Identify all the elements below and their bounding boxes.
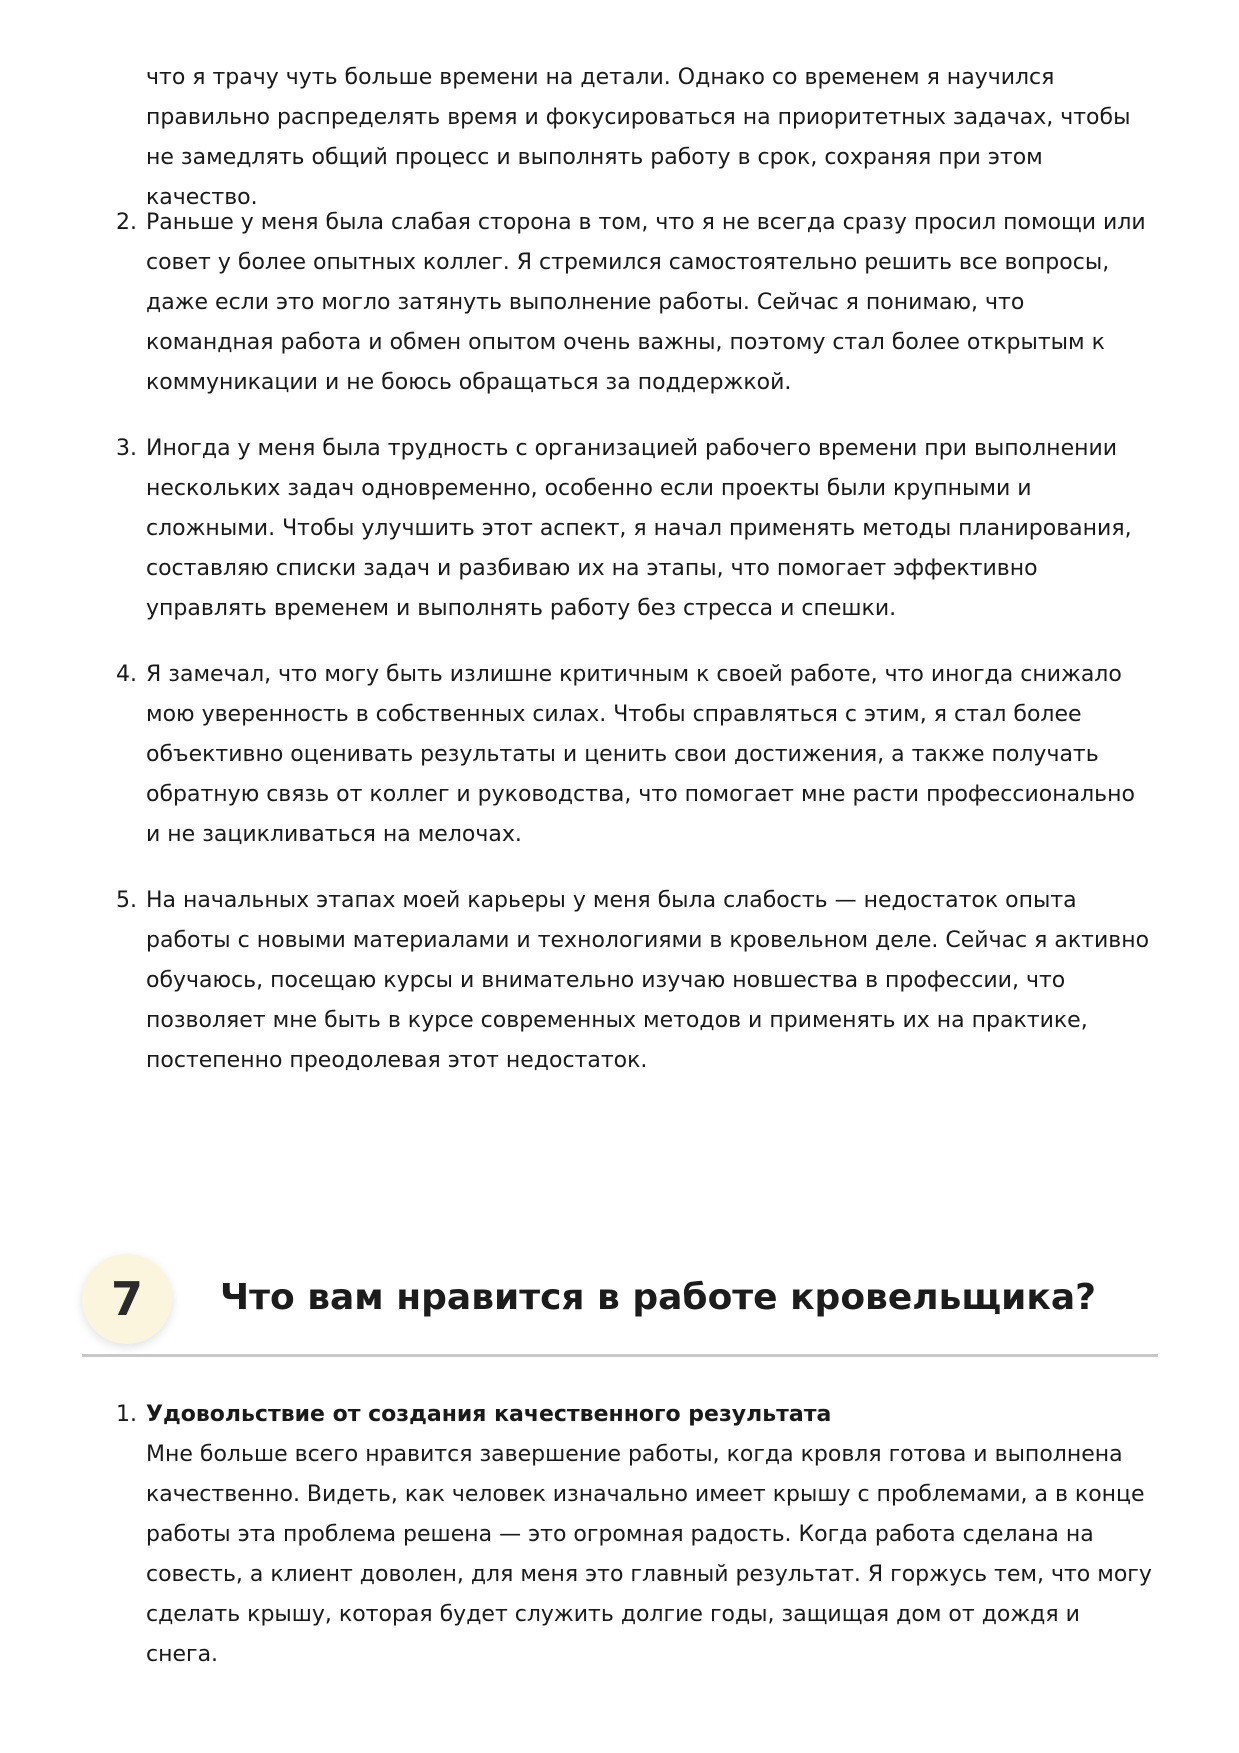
continued-paragraph: что я трачу чуть больше времени на детали. Однако со временем я научился правильно распределять время и фокусироваться на приоритетных задачах, чтобы не замедлять общий процесс и выполнять работу в срок, сохраняя при этом качество.	[146, 65, 1131, 210]
list-item	[0, 203, 1156, 403]
list-item-text: Иногда у меня была трудность с организацией рабочего времени при выполнении нескольких задач одновременно, особенно если проекты были крупными и сложными. Чтобы улучшить этот аспект, я начал применять методы планирования, составляю списки задач и разбиваю их на этапы, что помогает эффективно управлять временем и выполнять работу без стресса и спешки.	[146, 436, 1132, 621]
list-item-heading-text: Удовольствие от создания качественного результата	[146, 1402, 832, 1427]
list-item	[0, 429, 1156, 629]
list-item-text: Мне больше всего нравится завершение работы, когда кровля готова и выполнена качественно. Видеть, как человек изначально имеет крышу с проблемами, а в конце работы эта проблема решена — это огромная радость. Когда работа сделана на совесть, а клиент доволен, для меня это главный результат. Я горжусь тем, что могу сделать крышу, которая будет служить долгие годы, защищая дом от дождя и снега.	[146, 1442, 1152, 1667]
list-item-heading	[146, 1395, 1156, 1435]
weaknesses-list	[0, 203, 1239, 1107]
list-number: 2.	[116, 210, 137, 235]
list-item-text: Я замечал, что могу быть излишне критичным к своей работе, что иногда снижало мою уверенность в собственных силах. Чтобы справляться с этим, я стал более объективно оценивать результаты и ценить свои достижения, а также получать обратную связь от коллег и руководства, что помогает мне расти профессионально и не зацикливаться на мелочах.	[146, 662, 1135, 847]
list-number: 3.	[116, 436, 137, 461]
section-title: Что вам нравится в работе кровельщика?	[220, 1277, 1097, 1318]
list-item	[0, 655, 1156, 855]
list-item	[0, 881, 1156, 1081]
list-item-text: На начальных этапах моей карьеры у меня была слабость — недостаток опыта работы с новыми материалами и технологиями в кровельном деле. Сейчас я активно обучаюсь, посещаю курсы и внимательно изучаю новшества в профессии, что позволяет мне быть в курсе современных методов и применять их на практике, постепенно преодолевая этот недостаток.	[146, 888, 1150, 1073]
list-item-text: Раньше у меня была слабая сторона в том, что я не всегда сразу просил помощи или совет у более опытных коллег. Я стремился самостоятельно решить все вопросы, даже если это могло затянуть выполнение работы. Сейчас я понимаю, что командная работа и обмен опытом очень важны, поэтому стал более открытым к коммуникации и не боюсь обращаться за поддержкой.	[146, 210, 1146, 395]
section-header	[82, 1254, 1158, 1358]
section-divider	[82, 1354, 1158, 1357]
list-number: 4.	[116, 662, 137, 687]
list-number: 1.	[116, 1402, 137, 1427]
likes-list	[0, 1395, 1239, 1701]
list-number: 5.	[116, 888, 137, 913]
list-item	[0, 1395, 1156, 1675]
section-number-badge: 7	[82, 1254, 172, 1344]
